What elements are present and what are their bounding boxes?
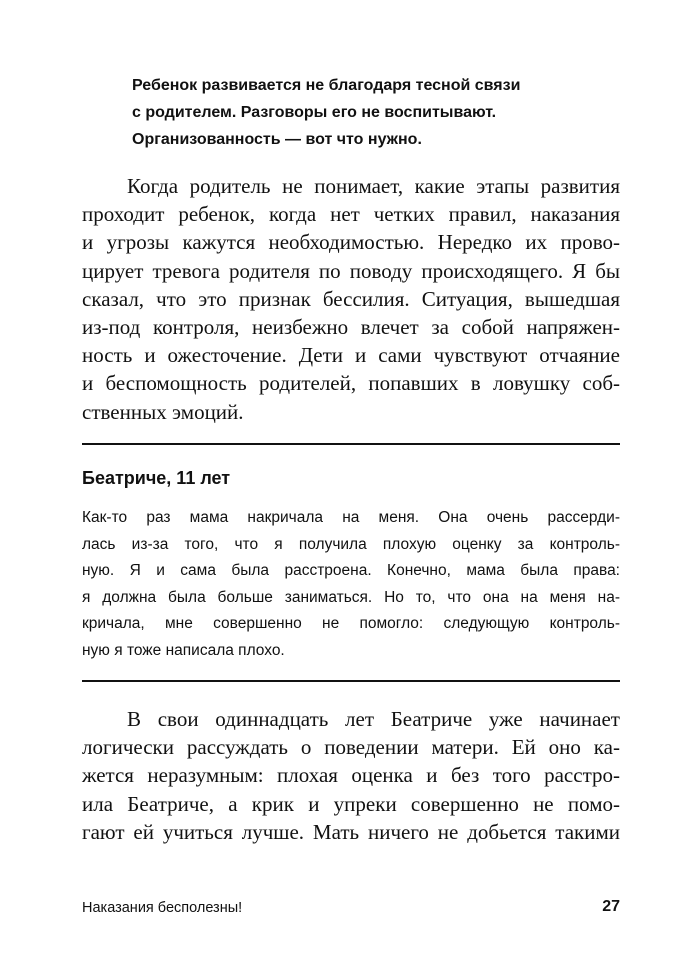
box-top-divider xyxy=(82,443,620,445)
text-line: лась из-за того, что я получила плохую оценку за контроль- xyxy=(82,535,620,553)
body-paragraph-2 xyxy=(82,705,620,846)
text-line: жется неразумным: плохая оценка и без того расстро- xyxy=(82,763,620,788)
text-line: Когда родитель не понимает, какие этапы развития xyxy=(127,174,620,198)
epigraph xyxy=(132,72,592,153)
text-line: ную я тоже написала плохо. xyxy=(82,641,285,659)
text-line: я должна была больше заниматься. Но то, что она на меня на- xyxy=(82,588,620,606)
testimony-title: Беатриче, 11 лет xyxy=(82,468,231,488)
epigraph-line: Ребенок развивается не благодаря тесной связи xyxy=(132,77,521,94)
text-line: проходит ребенок, когда нет четких правил, наказания xyxy=(82,202,620,227)
running-title: Наказания бесполезны! xyxy=(82,900,243,916)
text-line: гают ей учиться лучше. Мать ничего не добьется такими xyxy=(82,819,620,844)
text-line: сказал, что это признак бессилия. Ситуация, вышедшая xyxy=(82,286,620,311)
text-line: ность и ожесточение. Дети и сами чувствуют отчаяние xyxy=(82,343,620,368)
text-line: В свои одиннадцать лет Беатриче уже начинает xyxy=(127,707,620,731)
text-line: логически рассуждать о поведении матери. Ей оно ка- xyxy=(82,735,620,760)
box-bottom-divider xyxy=(82,680,620,682)
text-line: цирует тревога родителя по поводу происходящего. Я бы xyxy=(82,258,620,283)
text-line: Как-то раз мама накричала на меня. Она очень рассерди- xyxy=(82,509,620,526)
text-line: кричала, мне совершенно не помогло: следующую контроль- xyxy=(82,615,620,633)
text-line: из-под контроля, неизбежно влечет за собой напряжен- xyxy=(82,315,620,340)
text-line: ила Беатриче, а крик и упреки совершенно не помо- xyxy=(82,791,620,816)
text-line: и беспомощность родителей, попавших в ловушку соб- xyxy=(82,371,620,396)
epigraph-line: с родителем. Разговоры его не воспитывают. xyxy=(132,104,497,121)
testimony-text xyxy=(82,505,620,665)
text-line: и угрозы кажутся необходимостью. Нередко их прово- xyxy=(82,230,620,255)
text-line: ственных эмоций. xyxy=(82,399,244,424)
text-line: ную. Я и сама была расстроена. Конечно, мама была права: xyxy=(82,562,620,580)
epigraph-line: Организованность — вот что нужно. xyxy=(132,131,422,148)
page-number: 27 xyxy=(602,898,620,915)
body-paragraph-1 xyxy=(82,172,620,426)
